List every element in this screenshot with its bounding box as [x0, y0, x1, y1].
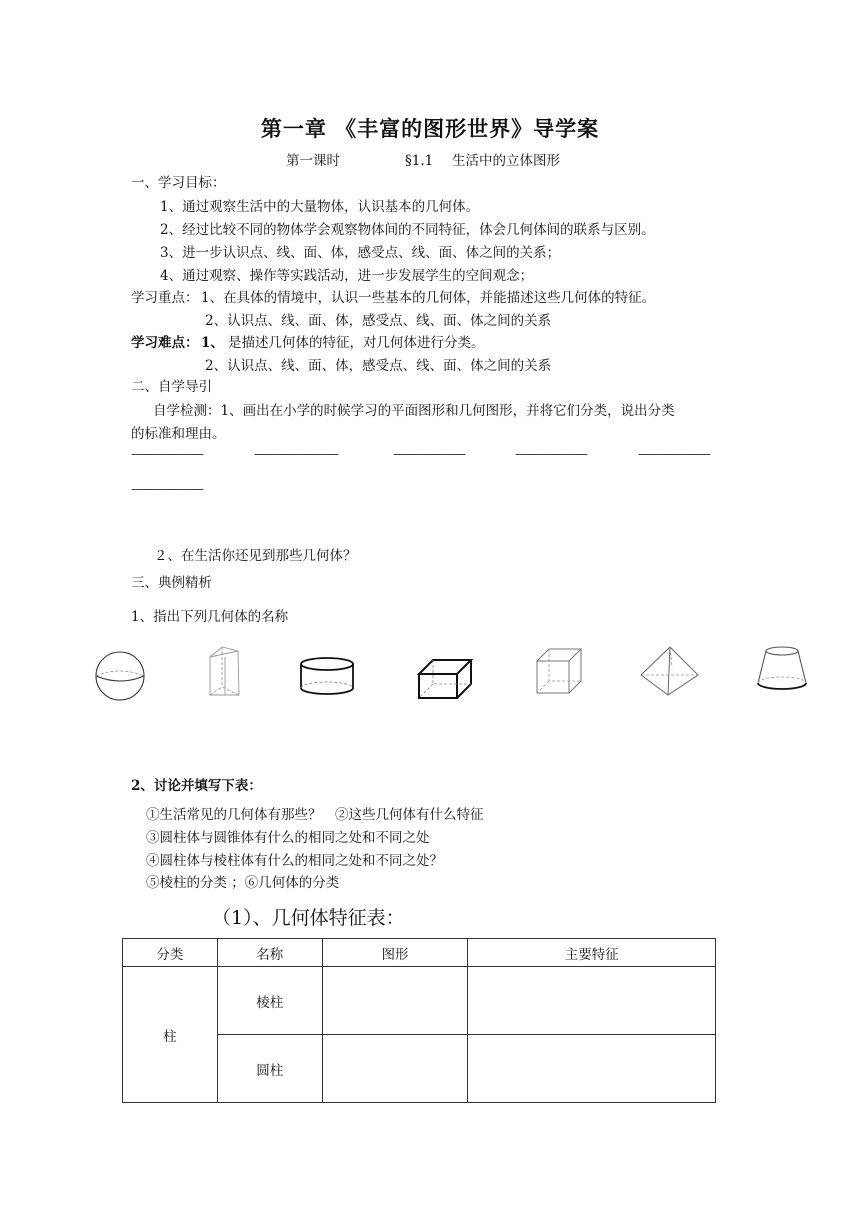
lesson-topic: 生活中的立体图形 — [452, 153, 560, 169]
key-point-item: 1、在具体的情境中，认识一些基本的几何体，并能描述这些几何体的特征。 — [201, 290, 656, 306]
cuboid-icon — [415, 656, 475, 702]
sphere-icon — [92, 650, 148, 702]
example-question-1: 1、指出下列几何体的名称 — [131, 609, 289, 625]
difficulty-item: 2、认识点、线、面、体，感受点、线、面、体之间的关系 — [205, 358, 552, 374]
difficulty-number: 1、 — [201, 335, 224, 351]
cube-icon — [533, 645, 585, 697]
answer-line: —————— — [393, 447, 465, 462]
key-points-label: 学习重点： — [131, 290, 199, 306]
name-cell: 圆柱 — [217, 1035, 322, 1103]
cylinder-icon — [297, 655, 357, 699]
answer-line: —————— — [131, 447, 203, 462]
goals-heading: 一、学习目标： — [131, 175, 226, 191]
goal-item: 1、通过观察生活中的大量物体，认识基本的几何体。 — [160, 199, 480, 215]
table-header-row — [123, 939, 716, 967]
discussion-item: ①生活常见的几何体有那些？ ②这些几何体有什么特征 — [146, 807, 484, 823]
lesson-section: §1.1 — [405, 153, 434, 169]
self-check-question: 自学检测：1、画出在小学的时候学习的平面图形和几何图形，并将它们分类，说出分类 — [153, 403, 675, 419]
discussion-item: ③圆柱体与圆锥体有什么的相同之处和不同之处 — [146, 830, 430, 846]
answer-line: —————— — [638, 447, 710, 462]
goal-item: 3、进一步认识点、线、面、体，感受点、线、面、体之间的关系； — [160, 245, 561, 261]
category-cell: 柱 — [123, 967, 218, 1103]
header-category: 分类 — [123, 939, 218, 967]
page-title: 第一章 《丰富的图形世界》导学案 — [260, 117, 600, 141]
figure-cell[interactable] — [322, 1035, 468, 1103]
frustum-icon — [755, 643, 809, 695]
answer-line: ——————— — [254, 447, 338, 462]
features-cell[interactable] — [468, 1035, 716, 1103]
answer-line: —————— — [515, 447, 587, 462]
example-question-2: 2、讨论并填写下表： — [131, 778, 262, 794]
triangular-prism-icon — [205, 645, 245, 699]
header-name: 名称 — [217, 939, 322, 967]
header-features: 主要特征 — [468, 939, 716, 967]
name-cell: 棱柱 — [217, 967, 322, 1035]
table-title: （1）、几何体特征表： — [212, 907, 405, 929]
answer-line: —————— — [131, 482, 203, 497]
features-cell[interactable] — [468, 967, 716, 1035]
header-figure: 图形 — [322, 939, 468, 967]
discussion-item: ⑤棱柱的分类 ；⑥几何体的分类 — [146, 875, 340, 891]
difficulties-label: 学习难点： — [131, 335, 199, 351]
goal-item: 4、通过观察、操作等实践活动，进一步发展学生的空间观念； — [160, 268, 534, 284]
table-row — [123, 967, 716, 1035]
key-point-item: 2、认识点、线、面、体，感受点、线、面、体之间的关系 — [205, 313, 552, 329]
self-check-question-cont: 的标准和理由。 — [131, 426, 226, 442]
self-check-question-2: ２、在生活你还见到那些几何体？ — [154, 548, 357, 564]
examples-heading: 三、典例精析 — [131, 575, 212, 591]
feature-table — [122, 938, 716, 1103]
figure-cell[interactable] — [322, 967, 468, 1035]
lesson-period: 第一课时 — [286, 153, 340, 169]
difficulty-item: 是描述几何体的特征，对几何体进行分类。 — [228, 335, 485, 351]
pyramid-icon — [638, 645, 702, 697]
discussion-item: ④圆柱体与棱柱体有什么的相同之处和不同之处？ — [146, 853, 443, 869]
self-study-heading: 二、自学导引 — [131, 379, 212, 395]
goal-item: 2、经过比较不同的物体学会观察物体间的不同特征，体会几何体间的联系与区别。 — [160, 222, 655, 238]
